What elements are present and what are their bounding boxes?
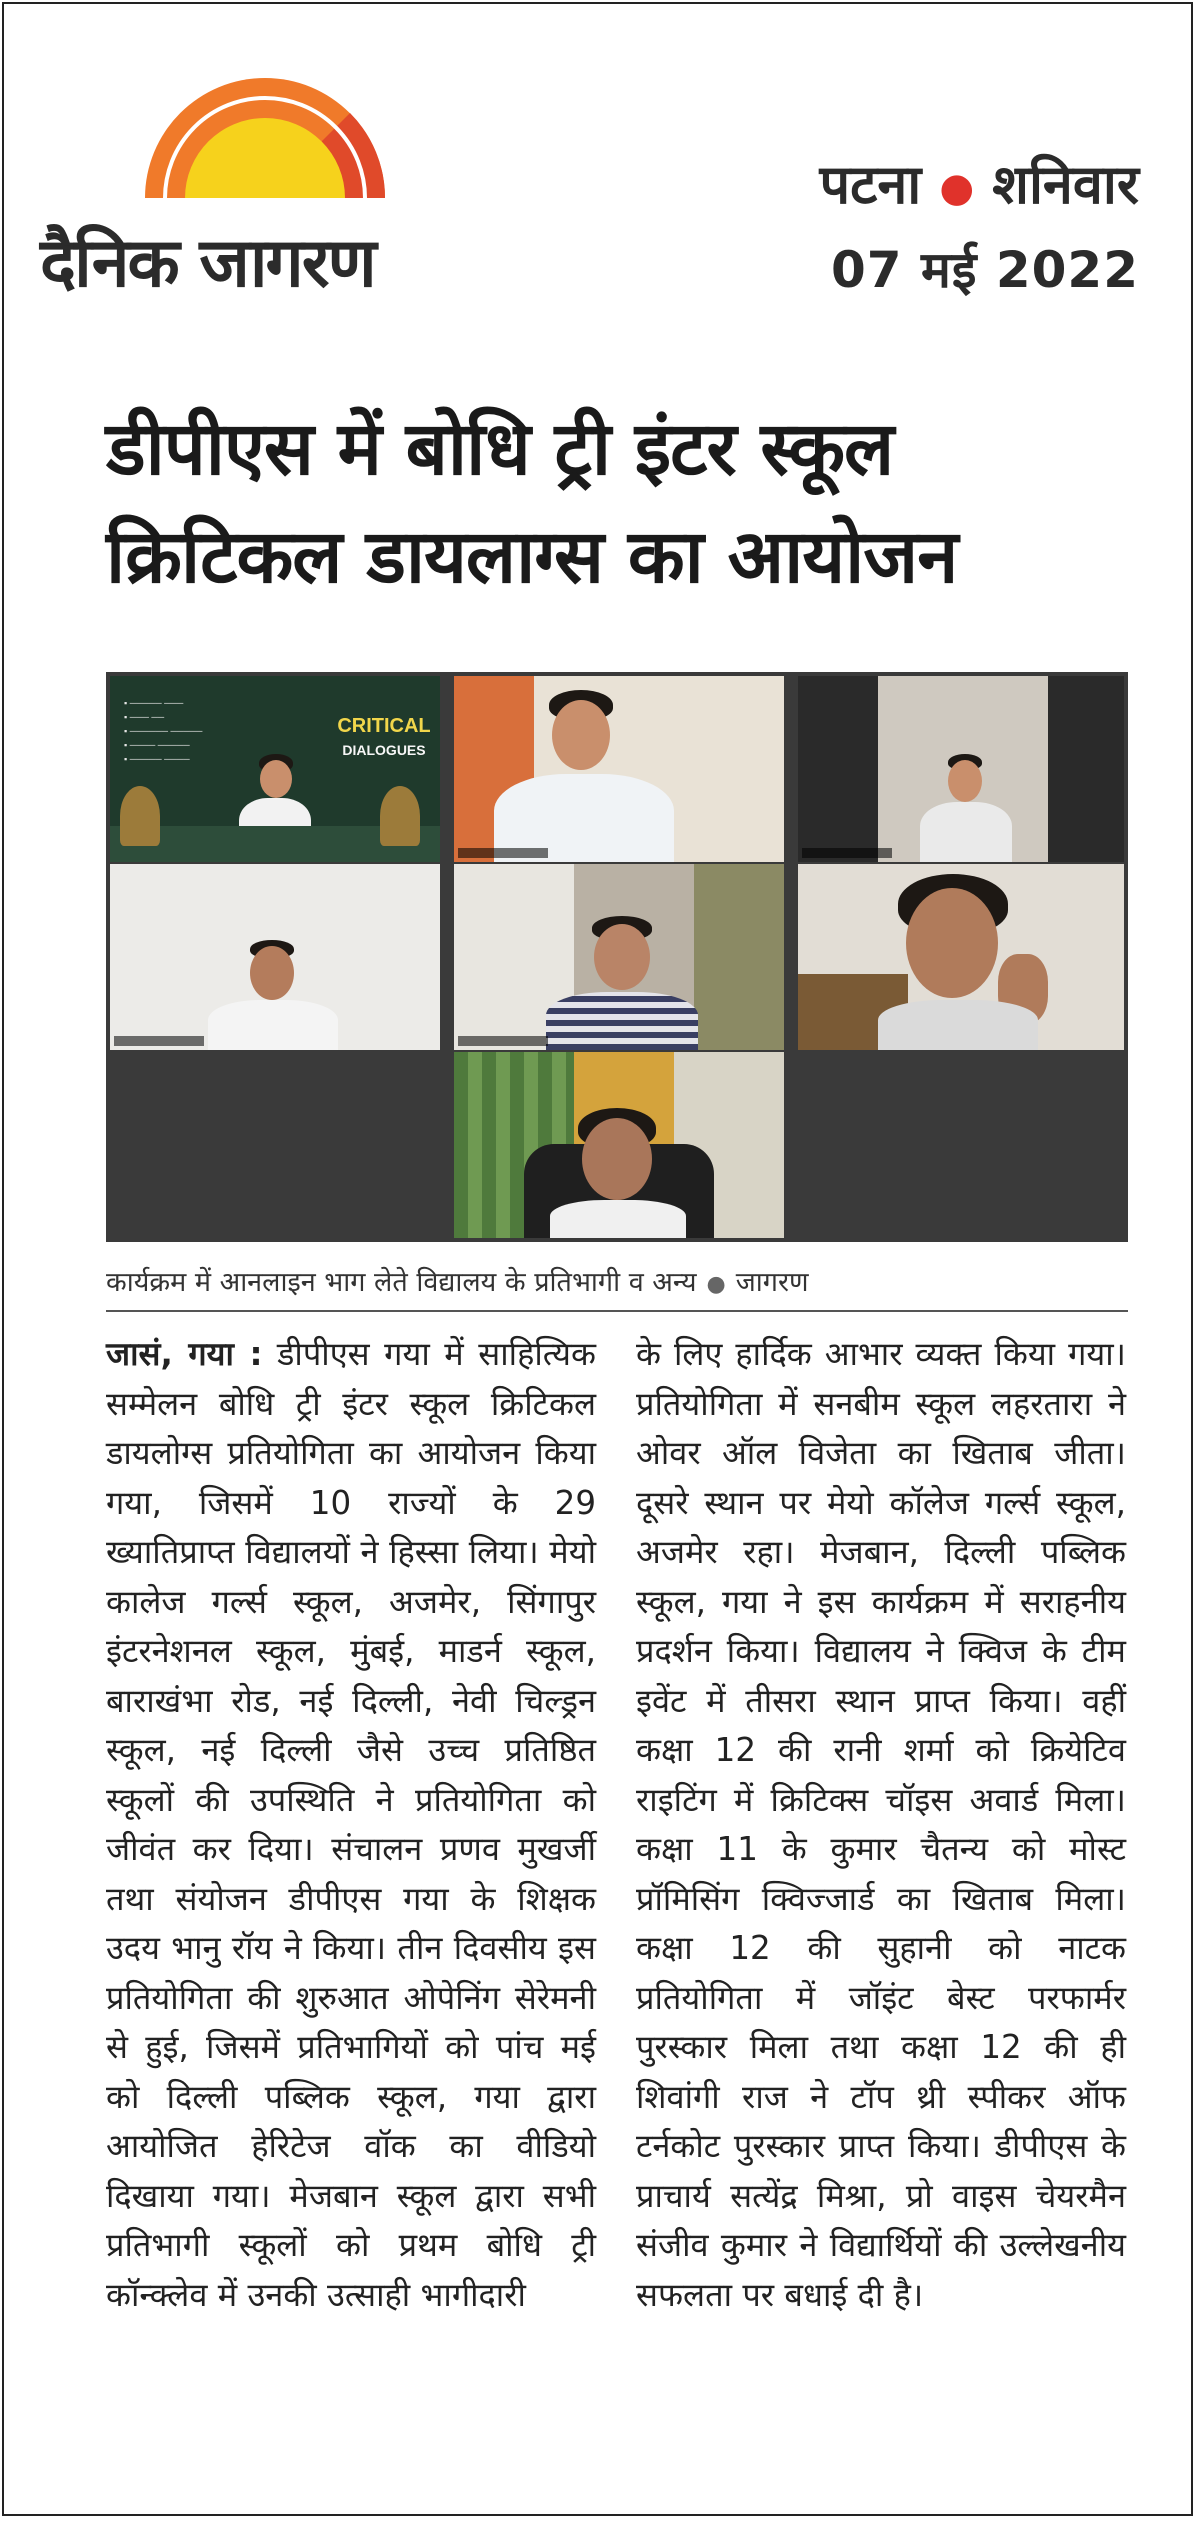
photo-caption (106, 1262, 809, 1299)
headline-line-1: डीपीएस में बोधि ट्री इंटर स्कूल (106, 406, 894, 492)
curtain (694, 864, 784, 1050)
city-day-row (819, 150, 1139, 223)
caption-text: कार्यक्रम में आनलाइन भाग लेते विद्यालय के प्रतिभागी व अन्य (106, 1267, 697, 1298)
caption-divider (106, 1310, 1128, 1312)
video-tile-participant-4 (110, 864, 440, 1050)
publication-date: 07 मई 2022 (830, 241, 1139, 300)
photo-credit: जागरण (735, 1267, 809, 1298)
caption-dot-icon: ● (706, 1272, 726, 1297)
article-column-right (636, 1330, 1126, 2320)
video-tile-participant-3 (798, 676, 1124, 862)
newspaper-name: दैनिक जागरण (40, 224, 375, 303)
video-tile-participant-6 (798, 864, 1124, 1050)
headline-line-2: क्रिटिकल डायलाग्स का आयोजन (106, 514, 958, 600)
banner-title-line-1: CRITICAL (337, 715, 431, 737)
weekday: शनिवार (992, 153, 1139, 216)
banner-title-line-2: DIALOGUES (342, 742, 426, 758)
article-headline (106, 395, 1146, 611)
sun-logo-icon (135, 78, 395, 198)
separator-dot-icon: ● (939, 165, 975, 212)
dateline (819, 150, 1139, 303)
video-tile-host (110, 676, 440, 862)
article-text-left: डीपीएस गया में साहित्यिक सम्मेलन बोधि ट्री इंटर स्कूल क्रिटिकल डायलोग्स प्रतियोगिता का आयोजन किया गया, जिसमें 10 राज्यों के 29 ख्यातिप्राप्त विद्यालयों ने हिस्सा लिया। मेयो कालेज गर्ल्स स्कूल, अजमेर, सिंगापुर इंटरनेशनल स्कूल, मुंबई, माडर्न स्कूल, बाराखंभा रोड, नई दिल्ली, नेवी चिल्ड्रन स्कूल, नई दिल्ली जैसे उच्च प्रतिष्ठित स्कूलों की उपस्थिति ने प्रतियोगिता को जीवंत कर दिया। संचालन प्रणव मुखर्जी तथा संयोजन डीपीएस गया के शिक्षक उदय भानु रॉय ने किया। तीन दिवसीय इस प्रतियोगिता की शुरुआत ओपेनिंग सेरेमनी से हुई, जिसमें प्रतिभागियों को पांच मई को दिल्ली पब्लिक स्कूल, गया द्वारा आयोजित हेरिटेज वॉक का वीडियो दिखाया गया। मेजबान स्कूल द्वारा सभी प्रतिभागी स्कूलों को प्रथम बोधि ट्री कॉन्क्लेव में उनकी उत्साही भागीदारी (106, 1335, 596, 2314)
article-text-right: के लिए हार्दिक आभार व्यक्त किया गया। प्रतियोगिता में सनबीम स्कूल लहरतारा ने ओवर ऑल विजेता का खिताब जीता। दूसरे स्थान पर मेयो कॉलेज गर्ल्स स्कूल, अजमेर रहा। मेजबान, दिल्ली पब्लिक स्कूल, गया ने इस कार्यक्रम में सराहनीय प्रदर्शन किया। विद्यालय ने क्विज के टीम इवेंट में तीसरा स्थान प्राप्त किया। वहीं कक्षा 12 की रानी शर्मा को क्रियेटिव राइटिंग में क्रिटिक्स चॉइस अवार्ड मिला। कक्षा 11 के कुमार चैतन्य को मोस्ट प्रॉमिसिंग क्विज्जार्ड का खिताब मिला। कक्षा 12 की सुहानी को नाटक प्रतियोगिता में जॉइंट बेस्ट परफार्मर पुरस्कार मिला तथा कक्षा 12 की ही शिवांगी राज ने टॉप थ्री स्पीकर ऑफ टर्नकोट पुरस्कार प्राप्त किया। डीपीएस के प्राचार्य सत्येंद्र मिश्रा, प्रो वाइस चेयरमैन संजीव कुमार ने विद्यार्थियों की उल्लेखनीय सफलता पर बधाई दी है। (636, 1335, 1126, 2314)
banner-title (332, 716, 436, 758)
video-tile-participant-5 (454, 864, 784, 1050)
video-tile-participant-2 (454, 676, 784, 862)
article-photo (106, 672, 1128, 1242)
city-name: पटना (819, 153, 922, 216)
video-tile-participant-7 (454, 1052, 784, 1238)
byline: जासं, गया : (106, 1335, 263, 1373)
banner-text-block: ▪ ───── ─── ▪ ─── ── ▪ ────── ───── ▪ ──── ───── ▪ ───── ──── (124, 698, 203, 764)
masthead-logo (40, 78, 440, 308)
statue-left (120, 786, 160, 846)
statue-right (380, 786, 420, 846)
article-column-left (106, 1330, 596, 2320)
